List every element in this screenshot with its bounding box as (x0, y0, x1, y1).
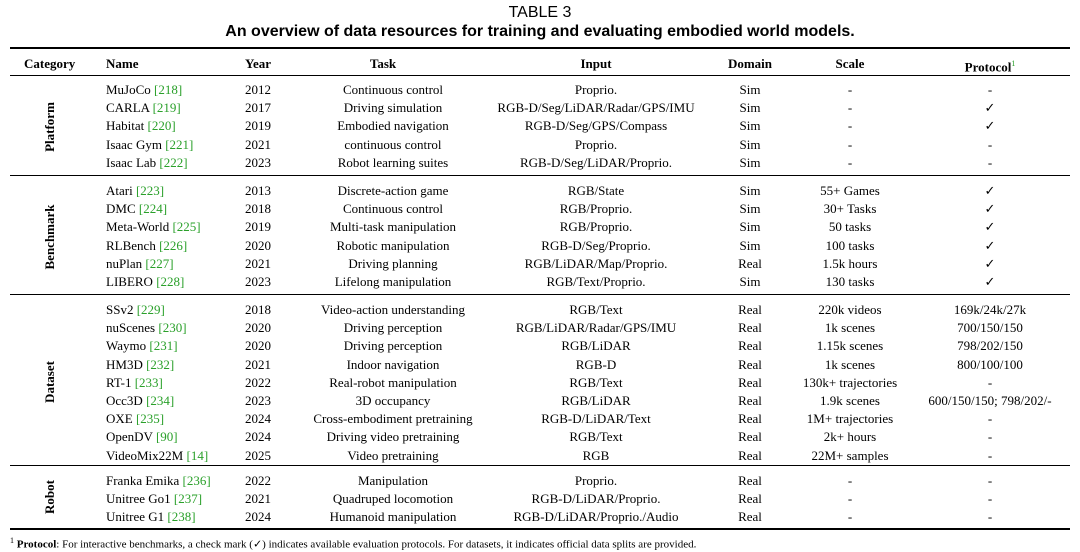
cell-scale: 1.5k hours (822, 255, 878, 271)
resource-name: CARLA (106, 100, 150, 116)
cell-task: Discrete-action game (337, 183, 449, 198)
cell-domain: Sim (739, 201, 761, 217)
group-dataset (10, 297, 1070, 466)
cell-input: RGB/Text (569, 302, 623, 317)
header-domain: Domain (727, 56, 773, 71)
cell-year: 2013 (245, 183, 271, 198)
cell-scale: 130k+ trajectories (802, 374, 898, 390)
cell-protocol: 798/202/150 (957, 338, 1023, 354)
cell-year: 2023 (245, 393, 271, 408)
cell-scale: - (847, 118, 853, 134)
cell-task: Continuous control (342, 82, 444, 97)
group-separator (10, 294, 1070, 295)
header-name: Name (106, 56, 139, 71)
table-row (10, 337, 1070, 355)
cell-scale: 2k+ hours (823, 429, 877, 445)
citation-link[interactable]: [238] (167, 509, 196, 525)
cell-year: 2020 (245, 338, 271, 354)
resource-name: HM3D (106, 356, 143, 372)
table-row (10, 136, 1070, 154)
cell-scale: 50 tasks (828, 219, 872, 235)
cell-domain: Sim (739, 100, 761, 116)
cell-scale: 22M+ samples (811, 447, 889, 463)
footnote-mark: 1 (10, 536, 14, 545)
cell-year: 2021 (245, 136, 271, 152)
category-label: Benchmark (42, 204, 57, 269)
cell-protocol: - (987, 447, 993, 463)
citation-link[interactable]: [226] (159, 237, 188, 253)
cell-year: 2023 (245, 154, 271, 170)
cell-input: RGB/State (567, 183, 625, 198)
citation-link[interactable]: [222] (159, 154, 188, 170)
category-label: Robot (42, 480, 57, 514)
cell-name (106, 81, 182, 99)
resource-name: nuPlan (106, 255, 143, 271)
cell-scale: - (847, 491, 853, 507)
cell-year: 2019 (245, 118, 271, 134)
cell-name (106, 337, 178, 355)
table-row (10, 356, 1070, 374)
table-row (10, 182, 1070, 200)
resource-name: RLBench (106, 237, 156, 253)
cell-year: 2012 (245, 82, 271, 97)
cell-domain: Sim (739, 118, 761, 134)
resource-name: MuJoCo (106, 82, 151, 97)
footnote-text: : For interactive benchmarks, a check mark (✓) indicates available evaluation protocols. For datasets, it indicates official data splits are provided. (56, 538, 697, 551)
header-protocol-footnote-mark: 1 (1011, 59, 1016, 68)
cell-year: 2021 (245, 255, 271, 271)
cell-year: 2022 (245, 374, 271, 390)
cell-task: Driving planning (348, 255, 438, 271)
citation-link[interactable]: [224] (138, 201, 168, 217)
cell-protocol: - (987, 491, 993, 507)
table-row (10, 255, 1070, 273)
cell-scale: 1.9k scenes (820, 393, 880, 408)
cell-name (106, 237, 187, 255)
cell-name (106, 490, 202, 508)
cell-name (106, 273, 184, 291)
cell-input: RGB-D/LiDAR/Proprio./Audio (513, 509, 679, 525)
category-label: Platform (42, 101, 57, 152)
table-row (10, 410, 1070, 428)
cell-input: Proprio. (574, 136, 618, 152)
resource-name: nuScenes (106, 320, 156, 336)
resource-name: LIBERO (106, 274, 153, 289)
footnote-label: Protocol (16, 538, 57, 551)
cell-year: 2024 (245, 509, 271, 525)
table-row (10, 200, 1070, 218)
cell-protocol: - (987, 429, 993, 445)
table-row (10, 490, 1070, 508)
cell-protocol: 700/150/150 (957, 320, 1023, 336)
cell-name (106, 472, 211, 490)
table-row (10, 237, 1070, 255)
resource-name: Unitree G1 (106, 509, 165, 525)
cell-name (106, 447, 208, 465)
cell-task: 3D occupancy (355, 393, 431, 408)
cell-input: RGB/LiDAR/Radar/GPS/IMU (515, 320, 677, 336)
cell-scale: 30+ Tasks (823, 201, 877, 217)
cell-domain: Real (738, 509, 762, 525)
cell-input: RGB/Proprio. (559, 219, 633, 235)
table-row (10, 374, 1070, 392)
table-row (10, 428, 1070, 446)
cell-scale: 130 tasks (825, 274, 875, 289)
resource-name: Franka Emika (106, 473, 180, 488)
citation-link[interactable]: [219] (152, 100, 181, 116)
table-row (10, 117, 1070, 135)
cell-protocol: ✓ (984, 183, 996, 198)
cell-input: RGB/LiDAR (561, 338, 631, 354)
resource-name: Meta-World (106, 219, 170, 235)
group-separator (10, 175, 1070, 176)
cell-input: Proprio. (574, 82, 618, 97)
cell-task: Video-action understanding (321, 302, 465, 317)
cell-task: Driving video pretraining (326, 429, 460, 445)
cell-task: Video pretraining (347, 447, 439, 463)
cell-protocol: ✓ (984, 201, 996, 217)
cell-task: Multi-task manipulation (329, 219, 456, 235)
table-row (10, 508, 1070, 526)
citation-link[interactable]: [237] (173, 491, 203, 507)
cell-year: 2023 (245, 274, 271, 289)
table-row (10, 447, 1070, 465)
cell-scale: - (847, 136, 853, 152)
cell-protocol: ✓ (984, 255, 996, 271)
cell-name (106, 154, 188, 172)
resource-name: Habitat (106, 118, 145, 134)
cell-domain: Real (738, 338, 762, 354)
cell-input: RGB-D/Seg/LiDAR/Radar/GPS/IMU (497, 100, 695, 116)
cell-scale: 220k videos (818, 302, 882, 317)
cell-input: RGB/Text (569, 429, 623, 445)
cell-task: Lifelong manipulation (334, 274, 452, 289)
cell-domain: Sim (739, 219, 761, 235)
citation-link[interactable]: [218] (154, 82, 183, 97)
cell-scale: - (847, 82, 853, 97)
citation-link[interactable]: [227] (145, 255, 174, 271)
resource-name: Occ3D (106, 393, 143, 408)
cell-domain: Real (738, 473, 762, 488)
cell-protocol: 600/150/150; 798/202/- (928, 393, 1052, 408)
cell-year: 2017 (245, 100, 271, 116)
cell-scale: 1k scenes (824, 320, 876, 336)
cell-task: Humanoid manipulation (329, 509, 457, 525)
group-separator (10, 465, 1070, 466)
cell-name (106, 356, 174, 374)
cell-input: RGB (582, 447, 610, 463)
cell-protocol: 800/100/100 (957, 356, 1023, 372)
cell-scale: 1.15k scenes (816, 338, 884, 354)
cell-input: RGB/LiDAR (561, 393, 631, 408)
cell-input: RGB-D/Seg/Proprio. (541, 237, 651, 253)
cell-domain: Sim (739, 274, 761, 289)
cell-year: 2020 (245, 237, 271, 253)
cell-scale: - (847, 509, 853, 525)
cell-domain: Real (738, 255, 762, 271)
table-row (10, 319, 1070, 337)
table-row (10, 301, 1070, 319)
cell-name (106, 117, 176, 135)
cell-protocol: - (987, 154, 993, 170)
group-benchmark (10, 178, 1070, 295)
resource-name: DMC (106, 201, 136, 217)
table-row (10, 99, 1070, 117)
cell-domain: Real (738, 356, 762, 372)
header-rule (10, 75, 1070, 76)
table-row (10, 472, 1070, 490)
cell-domain: Real (738, 411, 762, 427)
table-caption-label: TABLE 3 (508, 4, 572, 21)
cell-protocol: - (987, 411, 993, 427)
cell-name (106, 182, 164, 200)
cell-input: RGB/Text (569, 374, 623, 390)
citation-link[interactable]: [225] (172, 219, 201, 235)
cell-year: 2024 (245, 429, 271, 445)
citation-link[interactable]: [223] (135, 183, 165, 198)
citation-link[interactable]: [230] (158, 320, 187, 336)
cell-name (106, 200, 167, 218)
cell-name (106, 392, 174, 410)
cell-protocol: - (987, 374, 993, 390)
cell-task: Driving simulation (343, 100, 443, 116)
cell-name (106, 428, 178, 446)
citation-link[interactable]: [220] (147, 118, 176, 134)
cell-task: Robotic manipulation (336, 237, 450, 253)
cell-task: continuous control (344, 136, 442, 152)
header-task: Task (369, 56, 397, 71)
resource-name: Isaac Gym (106, 136, 162, 152)
table-row (10, 392, 1070, 410)
cell-input: RGB-D/LiDAR/Text (541, 411, 651, 427)
cell-task: Indoor navigation (346, 356, 440, 372)
cell-protocol: - (987, 136, 993, 152)
cell-year: 2020 (245, 320, 271, 336)
cell-domain: Real (738, 374, 762, 390)
cell-task: Driving perception (343, 338, 443, 354)
cell-year: 2024 (245, 411, 271, 427)
citation-link[interactable]: [233] (134, 374, 163, 390)
cell-task: Embodied navigation (337, 118, 449, 134)
table-row (10, 154, 1070, 172)
citation-link[interactable]: [229] (136, 302, 165, 317)
cell-protocol: 169k/24k/27k (953, 302, 1027, 317)
citation-link[interactable]: [14] (186, 447, 209, 463)
cell-name (106, 136, 193, 154)
cell-protocol: ✓ (984, 274, 996, 289)
resource-name: RT-1 (106, 374, 132, 390)
cell-protocol: - (987, 82, 993, 97)
cell-domain: Real (738, 491, 762, 507)
cell-protocol: - (987, 509, 993, 525)
cell-domain: Real (738, 429, 762, 445)
cell-name (106, 508, 196, 526)
cell-protocol: ✓ (984, 237, 996, 253)
cell-domain: Real (738, 393, 762, 408)
citation-link[interactable]: [231] (149, 338, 178, 354)
citation-link[interactable]: [232] (146, 356, 175, 372)
cell-task: Robot learning suites (337, 154, 449, 170)
header-protocol (910, 56, 1070, 74)
cell-domain: Real (738, 320, 762, 336)
cell-name (106, 255, 174, 273)
resource-name: OXE (106, 411, 133, 427)
cell-input: Proprio. (574, 473, 618, 488)
cell-task: Driving perception (343, 320, 443, 336)
header-protocol-label: Protocol (964, 59, 1012, 75)
group-robot (10, 468, 1070, 526)
citation-link[interactable]: [235] (135, 411, 165, 427)
table-caption-title: An overview of data resources for training and evaluating embodied world models. (225, 23, 855, 40)
category-label: Dataset (42, 360, 57, 403)
resource-name: Isaac Lab (106, 154, 157, 170)
cell-scale: - (847, 154, 853, 170)
table-footnote (10, 534, 696, 552)
cell-protocol: - (987, 473, 993, 488)
cell-input: RGB/LiDAR/Map/Proprio. (524, 255, 668, 271)
cell-scale: 1k scenes (824, 356, 876, 372)
cell-input: RGB/Proprio. (559, 201, 633, 217)
cell-input: RGB-D (575, 356, 617, 372)
cell-protocol: ✓ (984, 219, 996, 235)
cell-year: 2025 (245, 447, 271, 463)
cell-scale: - (847, 100, 853, 116)
cell-protocol: ✓ (984, 100, 996, 116)
resource-name: Unitree Go1 (106, 491, 171, 507)
header-year: Year (245, 56, 271, 71)
cell-domain: Real (738, 447, 762, 463)
cell-scale: - (847, 473, 853, 488)
cell-task: Continuous control (342, 201, 444, 217)
header-input: Input (580, 56, 612, 71)
header-scale: Scale (835, 56, 865, 71)
cell-domain: Sim (739, 183, 761, 198)
cell-name (106, 374, 163, 392)
table-row (10, 81, 1070, 99)
cell-domain: Sim (739, 154, 761, 170)
cell-input: RGB-D/LiDAR/Proprio. (531, 491, 661, 507)
resource-name: OpenDV (106, 429, 153, 445)
citation-link[interactable]: [234] (146, 393, 175, 408)
top-rule (10, 47, 1070, 49)
cell-year: 2018 (245, 302, 271, 317)
cell-scale: 1M+ trajectories (806, 411, 894, 427)
cell-name (106, 410, 164, 428)
cell-protocol: ✓ (984, 118, 996, 134)
cell-scale: 100 tasks (825, 237, 875, 253)
group-platform (10, 77, 1070, 176)
cell-input: RGB/Text/Proprio. (546, 274, 646, 289)
cell-input: RGB-D/Seg/GPS/Compass (524, 118, 668, 134)
citation-link[interactable]: [236] (182, 473, 211, 488)
cell-task: Quadruped locomotion (332, 491, 454, 507)
bottom-rule (10, 528, 1070, 530)
cell-name (106, 301, 165, 319)
cell-domain: Sim (739, 82, 761, 97)
cell-domain: Sim (739, 237, 761, 253)
cell-task: Cross-embodiment pretraining (313, 411, 473, 427)
citation-link[interactable]: [221] (165, 136, 194, 152)
cell-year: 2018 (245, 201, 271, 217)
header-category: Category (24, 56, 76, 71)
resource-name: Atari (106, 183, 133, 198)
cell-year: 2022 (245, 473, 271, 488)
citation-link[interactable]: [90] (155, 429, 178, 445)
cell-task: Real-robot manipulation (329, 374, 457, 390)
cell-name (106, 99, 181, 117)
cell-year: 2021 (245, 491, 271, 507)
cell-domain: Real (738, 302, 762, 317)
cell-name (106, 218, 201, 236)
resource-name: VideoMix22M (106, 447, 184, 463)
cell-year: 2021 (245, 356, 271, 372)
cell-year: 2019 (245, 219, 271, 235)
cell-task: Manipulation (357, 473, 429, 488)
citation-link[interactable]: [228] (156, 274, 185, 289)
cell-domain: Sim (739, 136, 761, 152)
cell-scale: 55+ Games (820, 183, 880, 198)
table-row (10, 273, 1070, 291)
table-row (10, 218, 1070, 236)
cell-input: RGB-D/Seg/LiDAR/Proprio. (519, 154, 673, 170)
resource-name: SSv2 (106, 302, 134, 317)
resource-name: Waymo (106, 338, 147, 354)
cell-name (106, 319, 187, 337)
